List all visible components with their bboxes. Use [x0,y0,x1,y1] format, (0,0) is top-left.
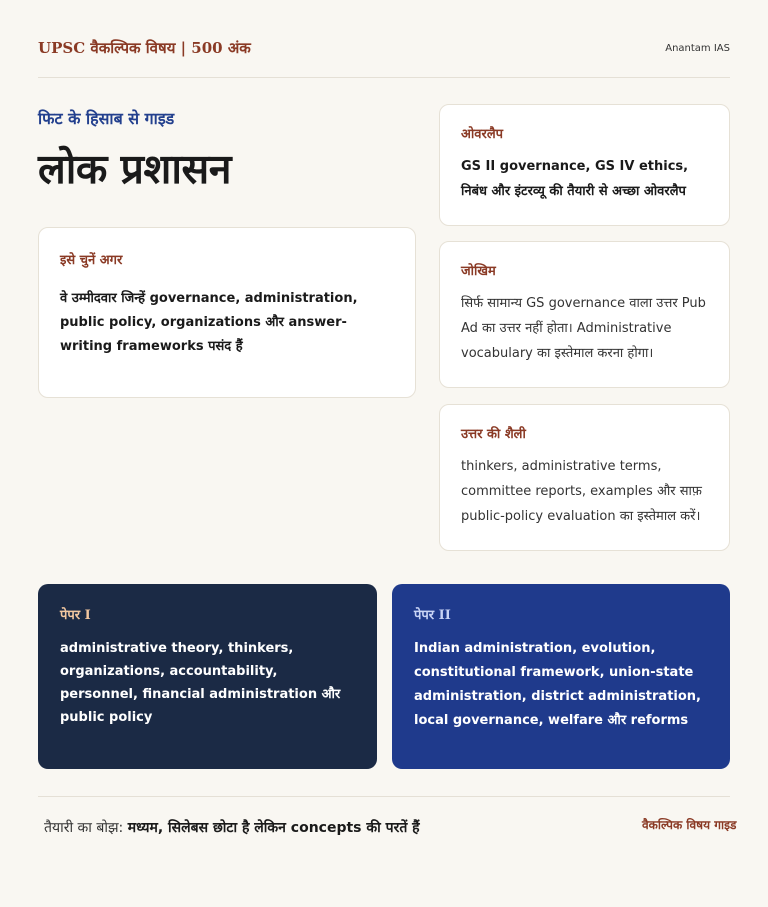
choose-if-label: इसे चुनें अगर [60,253,123,268]
guide-kicker: फिट के हिसाब से गाइड [38,109,175,128]
choose-if-text: वे उम्मीदवार जिन्हें governance, administration, public policy, organizations और answer-writing frameworks पसंद हैं [60,291,358,354]
brand-title: UPSC वैकल्पिक विषय | 500 अंक [38,39,251,57]
risk-card [439,241,730,388]
prep-load-label: तैयारी का बोझ: [44,820,124,836]
page-title: लोक प्रशासन [38,145,231,193]
paper-1-text: administrative theory, thinkers, organizations, accountability, personnel, financial administration और public policy [60,641,341,725]
risk-text: सिर्फ सामान्य GS governance वाला उत्तर Pub Ad का उत्तर नहीं होता। Administrative vocabulary का इस्तेमाल करना होगा। [461,296,706,361]
risk-label: जोखिम [461,264,496,279]
paper-2-text: Indian administration, evolution, constitutional framework, union-state administration, district administration, local governance, welfare और reforms [414,641,701,728]
answer-style-text: thinkers, administrative terms, committee reports, examples और साफ़ public-policy evaluation का इस्तेमाल करें। [461,459,702,524]
paper-1-label: पेपर I [60,608,91,623]
overlap-label: ओवरलैप [461,127,504,142]
overlap-text: GS II governance, GS IV ethics, निबंध और इंटरव्यू की तैयारी से अच्छा ओवरलैप [461,159,689,199]
answer-style-label: उत्तर की शैली [461,427,526,442]
org-name: Anantam IAS [665,43,730,54]
prep-load-value: मध्यम, सिलेबस छोटा है लेकिन concepts की परतें हैं [127,820,420,836]
footer-divider [38,796,730,797]
answer-style-card [439,404,730,551]
prep-load [44,818,420,837]
paper-1-card [38,584,377,769]
paper-2-label: पेपर II [414,608,451,623]
paper-2-card [392,584,730,769]
choose-if-card [38,227,416,398]
footer-guide-label: वैकल्पिक विषय गाइड [642,818,737,832]
page-header [38,0,730,78]
overlap-card [439,104,730,226]
